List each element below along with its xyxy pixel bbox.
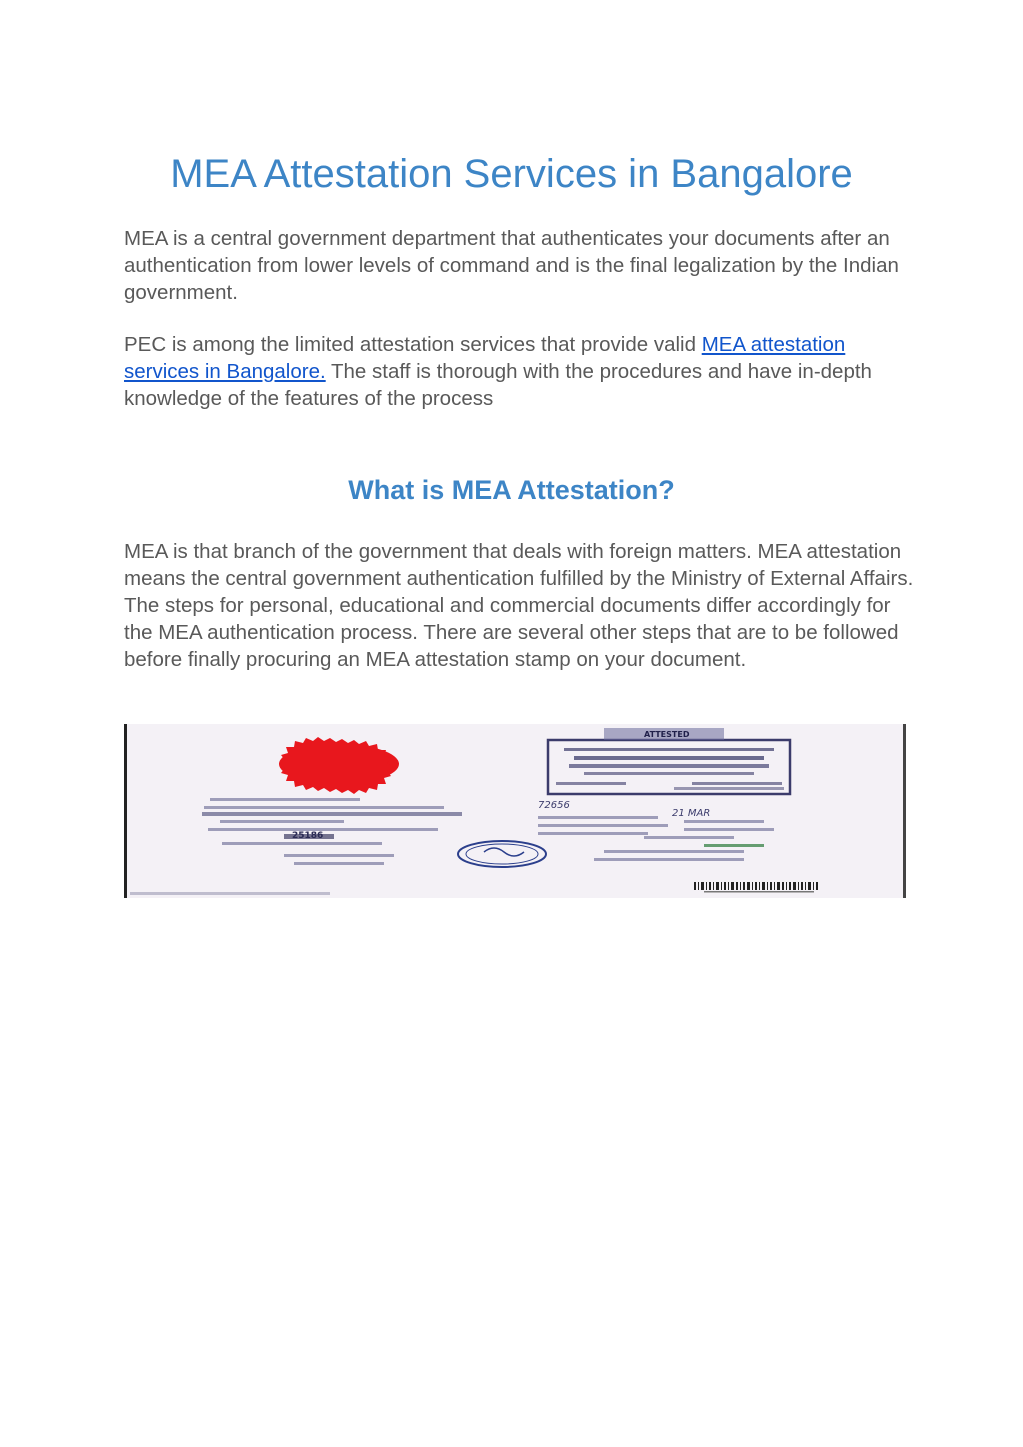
intro-paragraph: MEA is a central government department that authenticates your documents after an authentication from lower levels of command and is the final legalization by the Indian government. [124,227,899,304]
stamp-date-text: 21 MAR [672,808,711,819]
attested-document-image [124,724,906,898]
pec-paragraph-text-after: The staff is thorough with the procedures and have in-depth knowledge of the features of the process [124,360,872,410]
document-number-text: 25186 [292,831,324,841]
pec-paragraph-text-before: PEC is among the limited attestation services that provide valid [124,333,702,356]
section-paragraph: MEA is that branch of the government that deals with foreign matters. MEA attestation means the central government authentication fulfilled by the Ministry of External Affairs. The steps for personal, educational and commercial documents differ accordingly for the MEA authentication process. There are several other steps that are to be followed before finally procuring an MEA attestation stamp on your document. [124,540,914,671]
section-heading: What is MEA Attestation? [348,475,675,505]
pec-paragraph [124,331,914,412]
page-title: MEA Attestation Services in Bangalore [170,152,853,196]
stamp-number-text: 72656 [538,800,570,811]
attested-document-scan [124,724,906,898]
mea-attestation-link[interactable]: MEA attestation services in Bangalore. [124,333,846,383]
stamp-heading-text: ATTESTED [644,730,690,739]
